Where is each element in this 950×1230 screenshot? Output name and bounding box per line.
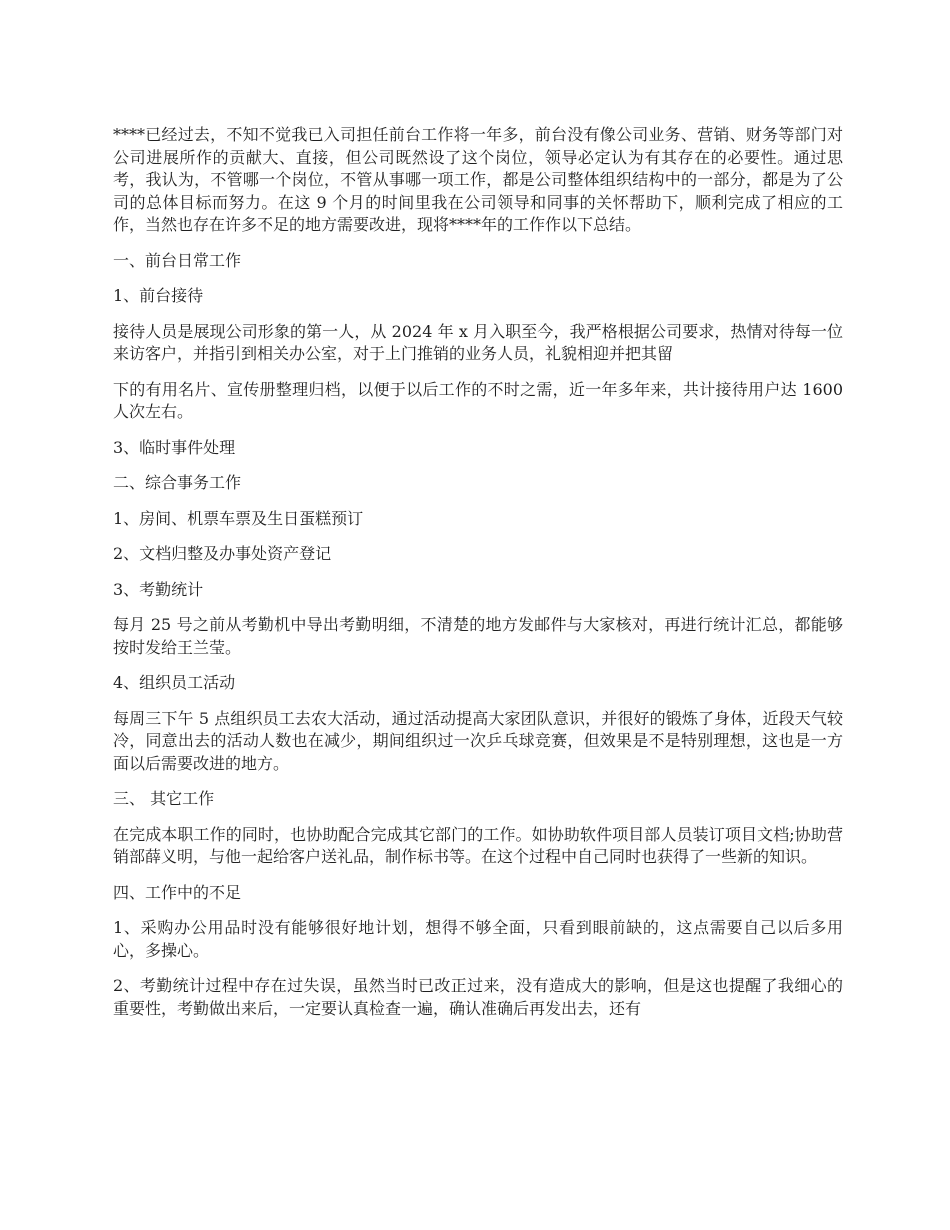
section-4-item-2-paragraph: 2、考勤统计过程中存在过失误，虽然当时已改正过来，没有造成大的影响，但是这也提醒了我细心的重要性，考勤做出来后，一定要认真检查一遍，确认准确后再发出去，还有 [113, 976, 843, 1018]
intro-paragraph: ****已经过去，不知不觉我已入司担任前台工作将一年多，前台没有像公司业务、营销、财务等部门对公司进展所作的贡献大、直接，但公司既然设了这个岗位，领导必定认为有其存在的必要性。通过思考，我认为，不管哪一个岗位，不管从事哪一项工作，都是公司整体组织结构中的一部分，都是为了公司的总体目标而努力。在这 9 个月的时间里我在公司领导和同事的关怀帮助下，顺利完成了相应的工作，当然也存在许多不足的地方需要改进，现将****年的工作作以下总结。 [113, 125, 843, 234]
section-2-item-3-heading: 3、考勤统计 [113, 579, 204, 599]
section-1-item-1-paragraph-b: 下的有用名片、宣传册整理归档，以便于以后工作的不时之需，近一年多年来，共计接待用户达 1600 人次左右。 [113, 379, 843, 421]
section-2-item-3-paragraph: 每月 25 号之前从考勤机中导出考勤明细，不清楚的地方发邮件与大家核对，再进行统计汇总，都能够按时发给王兰莹。 [113, 615, 843, 657]
section-2-item-4-heading: 4、组织员工活动 [113, 673, 236, 692]
section-4-item-1-paragraph: 1、采购办公用品时没有能够很好地计划，想得不够全面，只看到眼前缺的，这点需要自己以后多用心，多操心。 [113, 918, 843, 960]
section-1-item-1-paragraph-a: 接待人员是展现公司形象的第一人，从 2024 年 x 月入职至今，我严格根据公司要求，热情对待每一位来访客户，并指引到相关办公室，对于上门推销的业务人员，礼貌相迎并把其留 [113, 321, 843, 363]
section-2-item-1-heading: 1、房间、机票车票及生日蛋糕预订 [113, 508, 364, 528]
section-1-item-1-heading: 1、前台接待 [113, 286, 204, 305]
section-3-paragraph: 在完成本职工作的同时，也协助配合完成其它部门的工作。如协助软件项目部人员装订项目文档;协助营销部薛义明，与他一起给客户送礼品，制作标书等。在这个过程中自己同时也获得了一些新的知识。 [113, 824, 843, 866]
section-2-item-4-paragraph: 每周三下午 5 点组织员工去农大活动，通过活动提高大家团队意识，并很好的锻炼了身体，近段天气较冷，同意出去的活动人数也在减少，期间组织过一次乒乓球竞赛，但效果是不是特别理想，这也是一方面以后需要改进的地方。 [113, 708, 843, 773]
section-1-heading: 一、前台日常工作 [113, 250, 242, 270]
section-1-item-3-heading: 3、临时事件处理 [113, 437, 236, 457]
section-4-heading: 四、工作中的不足 [113, 882, 242, 902]
document-page [113, 124, 843, 1033]
section-2-heading: 二、综合事务工作 [113, 473, 242, 492]
section-3-heading: 三、 其它工作 [113, 789, 215, 808]
section-2-item-2-heading: 2、文档归整及办事处资产登记 [113, 544, 332, 563]
